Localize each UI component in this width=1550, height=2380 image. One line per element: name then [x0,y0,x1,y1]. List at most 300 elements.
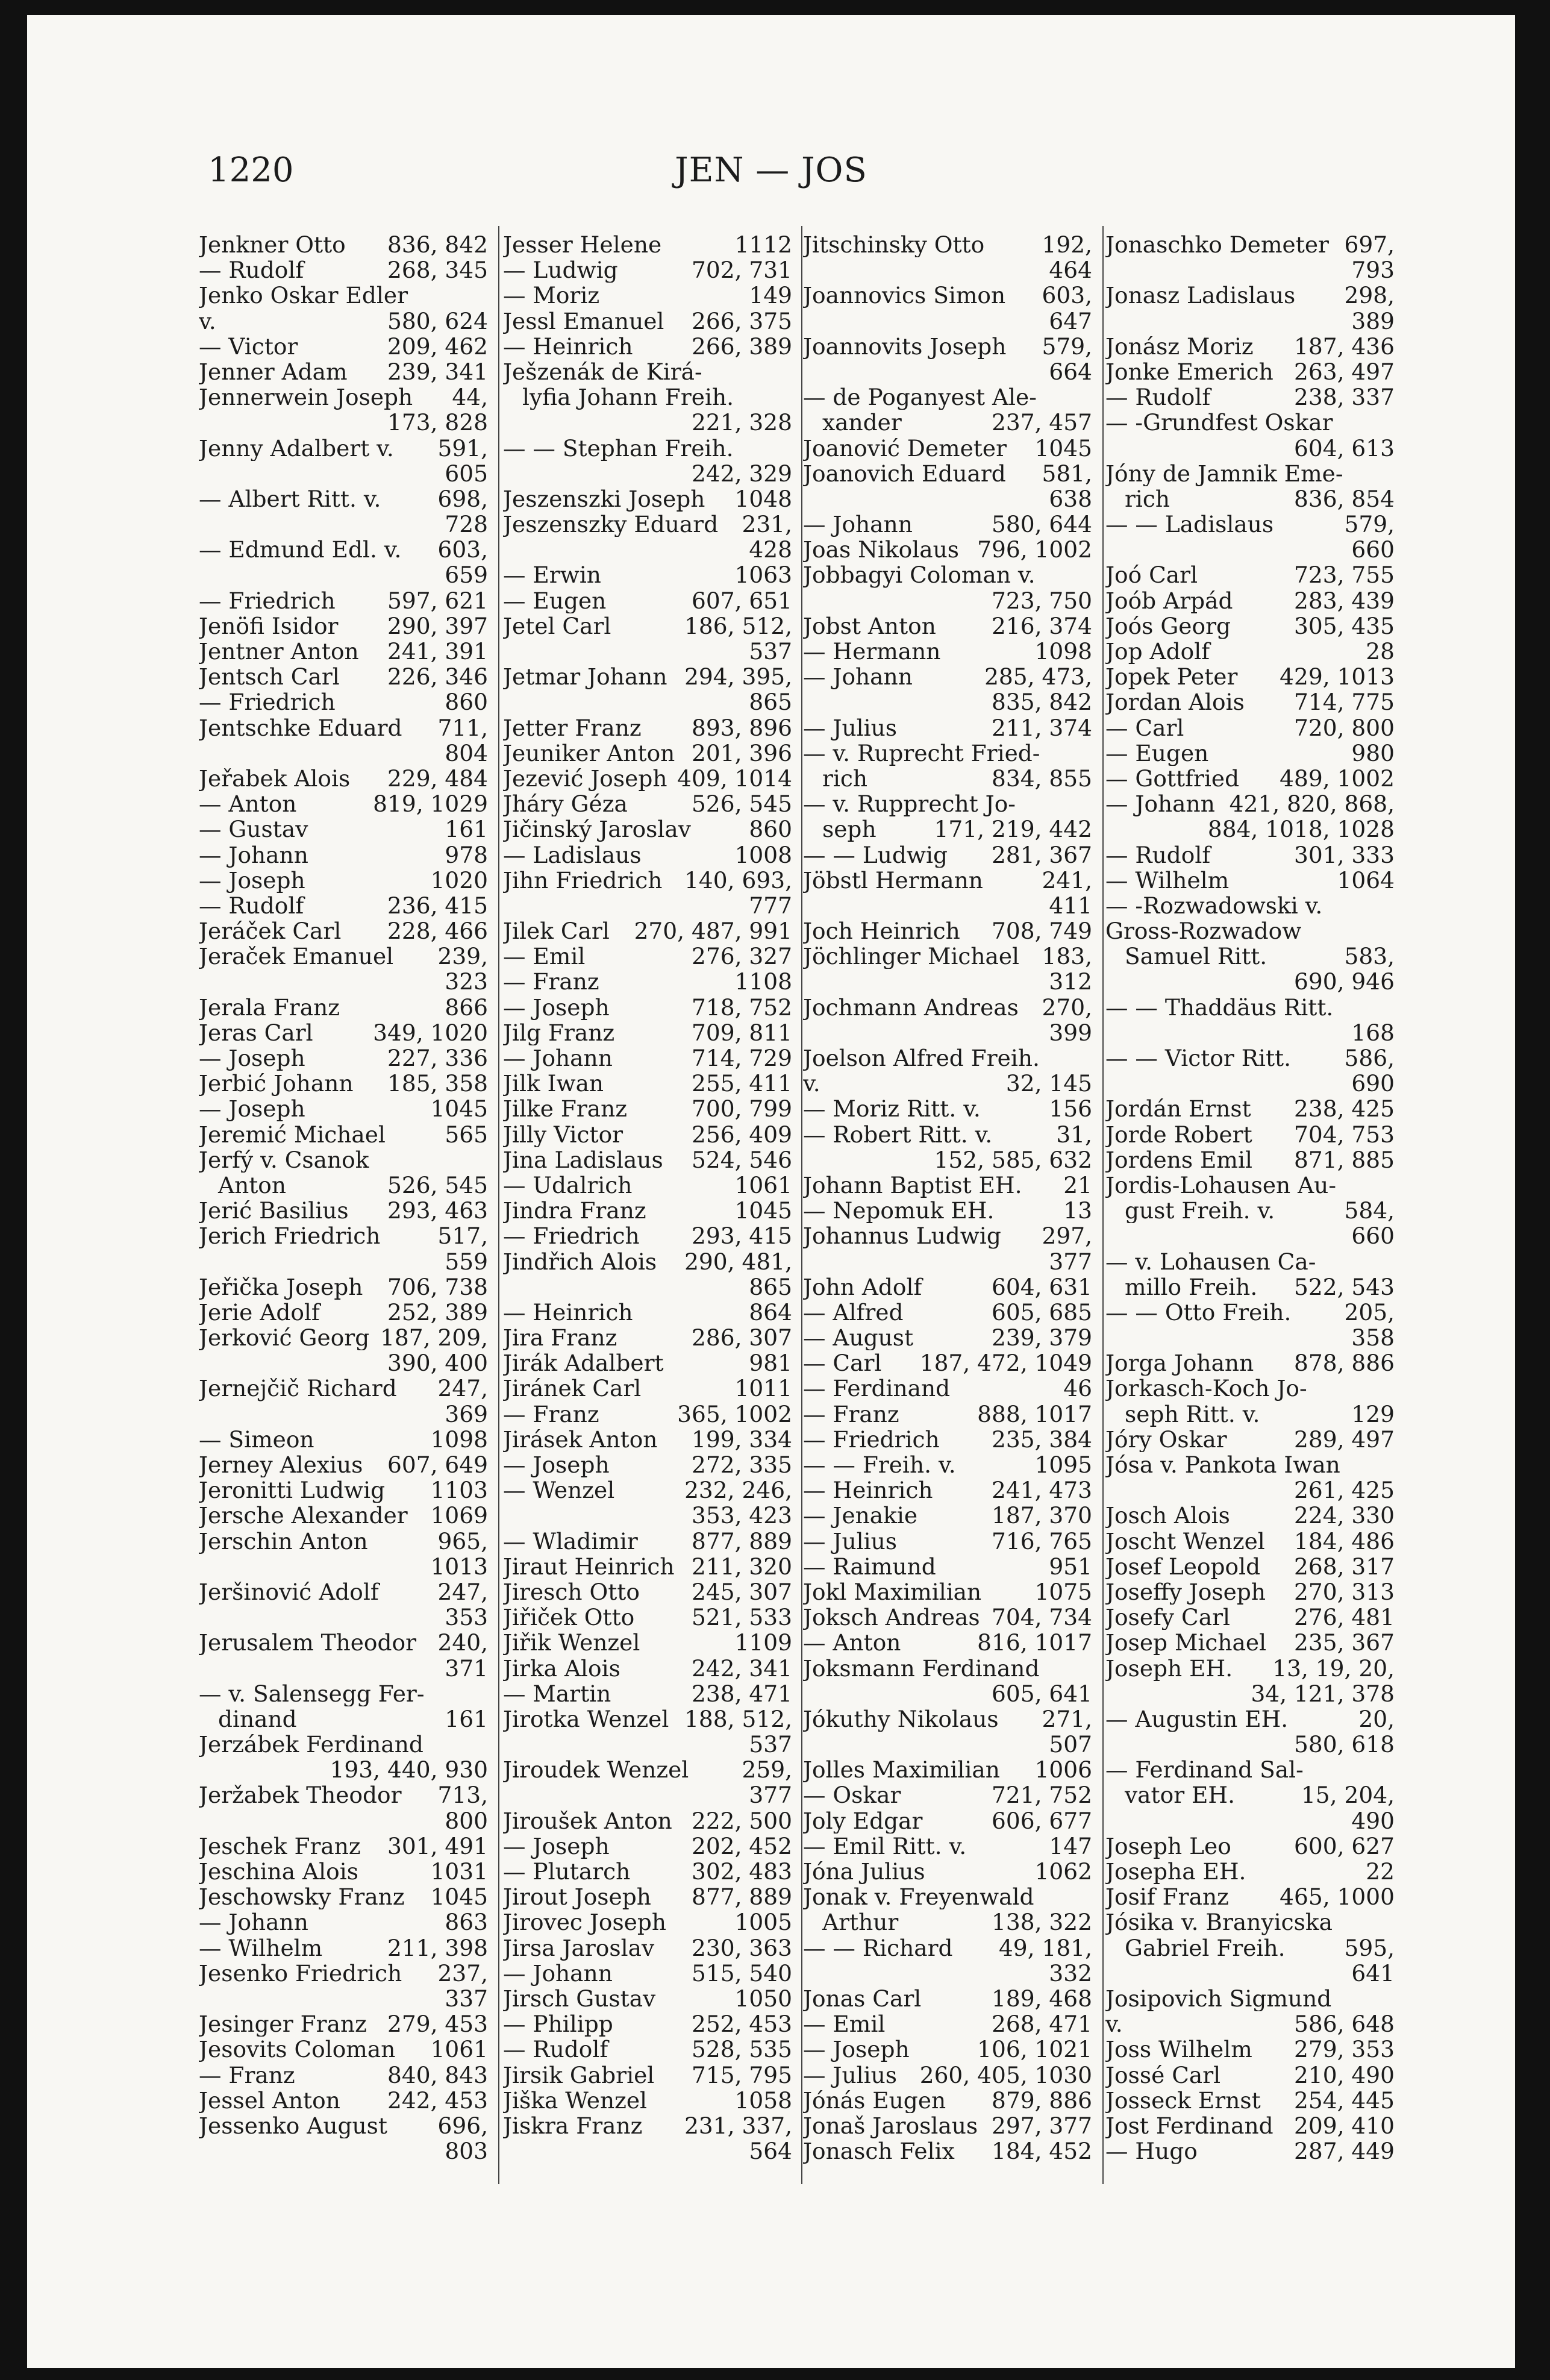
entry-pages: 489, 1002 [1280,765,1395,792]
entry-pages: 323 [445,969,488,995]
entry-name: Joanović Demeter [803,435,1007,461]
index-entry-line [199,969,488,994]
entry-pages: 266, 375 [692,308,792,334]
entry-pages: 239, 341 [387,359,488,385]
entry-name: Jokl Maximilian [803,1579,982,1605]
entry-name: Jósika v. Branyicska [1105,1909,1333,1935]
entry-name: Jháry Géza [503,791,628,817]
entry-name: Jorkasch-Koch Jo- [1105,1376,1307,1401]
entry-pages: 240, [437,1630,488,1656]
entry-pages: 298, [1344,283,1395,308]
index-entry-line [503,791,792,816]
index-entry-line [199,816,488,842]
entry-name: Jitschinsky Otto [803,232,985,258]
entry-name: Jóry Oskar [1105,1426,1227,1452]
index-entry-line [803,1909,1092,1935]
entry-pages: 238, 337 [1294,384,1395,410]
index-entry-line [1105,1986,1395,2011]
index-column-4 [1105,232,1395,2164]
entry-name: Jonas Carl [803,1985,922,2012]
index-entry-line [803,1986,1092,2011]
index-entry-line [199,639,488,664]
index-entry-line [803,1300,1092,1325]
entry-pages: 580, 644 [992,512,1092,537]
entry-name: Jezević Joseph [503,765,667,792]
entry-pages: 147 [1049,1833,1092,1859]
page-header [27,151,1515,199]
entry-name: — Victor [199,333,298,359]
entry-name: Jerić Basilius [199,1198,349,1224]
entry-pages: 709, 811 [692,1019,792,1045]
entry-name: Jiraut Heinrich [503,1553,675,1579]
entry-pages: 337 [445,1985,488,2012]
entry-pages: 13, 19, 20, [1272,1655,1395,1681]
index-entry-line [1105,1834,1395,1859]
entry-pages: 260, 405, 1030 [919,2062,1092,2088]
entry-name: — Moriz [503,283,600,308]
entry-name: — Julius [803,715,897,741]
entry-name: v. [199,308,216,334]
index-entry-line [503,1884,792,1909]
entry-name: Jilk Iwan [503,1071,604,1097]
entry-pages: 526, 545 [387,1172,488,1198]
entry-name: Jordens Emil [1105,1147,1252,1173]
entry-pages: 226, 346 [387,664,488,690]
entry-pages: 270, 313 [1294,1579,1395,1605]
entry-name: gust Freih. v. [1125,1198,1275,1224]
entry-name: — Nepomuk EH. [803,1198,995,1224]
entry-pages: 371 [445,1655,488,1681]
entry-name: Jindra Franz [503,1198,646,1224]
entry-name: Anton [218,1172,287,1198]
index-entry-line [503,2113,792,2138]
entry-pages: 1103 [430,1477,488,1503]
entry-name: — Alfred [803,1299,904,1326]
entry-pages: 465, 1000 [1280,1884,1395,1910]
entry-name: Jesovits Coloman [199,2037,396,2062]
index-entry-line [503,2138,792,2164]
entry-pages: 247, [437,1579,488,1605]
index-entry-line [503,1808,792,1834]
index-entry-line [1105,842,1395,868]
entry-pages: 188, 512, [684,1706,792,1732]
entry-pages: 129 [1351,1401,1395,1427]
entry-pages: 263, 497 [1294,359,1395,385]
index-entry-line [503,2037,792,2062]
index-entry-line [803,613,1092,639]
entry-name: Jerala Franz [199,994,340,1020]
entry-name: Jerković Georg [199,1325,370,1351]
index-entry-line [1105,1477,1395,1503]
index-entry-line [199,308,488,334]
index-entry-line [803,308,1092,334]
entry-pages: 297, 377 [992,2112,1092,2139]
index-entry-line [803,1122,1092,1147]
entry-pages: 521, 533 [692,1605,792,1630]
index-entry-line [199,410,488,435]
entry-name: — Hermann [803,639,941,665]
page-number: 1220 [208,151,294,190]
entry-name: Joelson Alfred Freih. [803,1045,1040,1071]
index-entry-line [803,1452,1092,1477]
index-entry-line [199,1706,488,1732]
index-entry-line [503,689,792,715]
entry-name: — — Richard [803,1935,953,1961]
index-entry-line [1105,2011,1395,2037]
index-entry-line [503,613,792,639]
entry-name: Jesinger Franz [199,2011,367,2037]
entry-pages: 229, 484 [387,765,488,792]
entry-pages: 600, 627 [1294,1833,1395,1859]
index-entry-line [199,689,488,715]
index-entry-line [199,1529,488,1554]
entry-pages: 605, 685 [992,1299,1092,1326]
entry-name: Jöchlinger Michael [803,944,1020,969]
entry-name: Jerbić Johann [199,1071,354,1097]
entry-name: Jentschke Eduard [199,715,402,741]
index-entry-line [503,639,792,664]
index-entry-line [1105,816,1395,842]
entry-name: Jordán Ernst [1105,1096,1251,1122]
index-entry-line [503,1579,792,1605]
index-entry-line [199,1656,488,1681]
entry-pages: 281, 367 [992,842,1092,868]
index-entry-line [199,1986,488,2011]
entry-pages: 285, 473, [984,664,1092,690]
index-entry-line [503,1909,792,1935]
entry-pages: 981 [749,1350,792,1376]
entry-name: — Franz [803,1401,899,1427]
entry-name: millo Freih. [1125,1274,1258,1300]
entry-pages: 268, 345 [387,257,488,283]
index-entry-line [803,1223,1092,1248]
entry-pages: 189, 468 [992,1985,1092,2012]
index-entry-line [503,1350,792,1376]
index-entry-line [1105,868,1395,893]
index-entry-line [199,1732,488,1757]
entry-name: — Joseph [199,1045,305,1071]
index-entry-line [803,436,1092,461]
index-entry-line [503,1173,792,1198]
index-entry-line [803,918,1092,944]
index-entry-line [1105,995,1395,1020]
entry-pages: 209, 462 [387,333,488,359]
entry-name: — Ludwig [503,257,618,283]
index-entry-line [199,791,488,816]
index-entry-line [503,562,792,587]
entry-pages: 192, [1042,232,1092,258]
entry-name: Jonaschko Demeter [1105,232,1329,258]
entry-pages: 276, 481 [1294,1605,1395,1630]
entry-pages: 720, 800 [1294,715,1395,741]
index-entry-line [503,1300,792,1325]
entry-pages: 638 [1049,486,1092,512]
index-entry-line [199,512,488,537]
entry-pages: 865 [749,1274,792,1300]
index-entry-line [1105,664,1395,689]
index-entry-line [503,1401,792,1427]
entry-name: — Emil [503,944,586,969]
entry-pages: 421, 820, 868, [1229,791,1395,817]
entry-name: Jochmann Andreas [803,994,1019,1020]
entry-name: — Ferdinand [803,1376,951,1401]
index-entry-line [1105,715,1395,741]
entry-name: — Gustav [199,816,308,842]
entry-name: xander [822,410,902,436]
entry-pages: 708, 749 [992,918,1092,944]
index-entry-line [199,461,488,486]
entry-name: — Emil Ritt. v. [803,1833,967,1859]
index-entry-line [1105,562,1395,587]
entry-pages: 793 [1351,257,1395,283]
index-entry-line [199,257,488,283]
index-entry-line [503,944,792,969]
index-entry-line [199,995,488,1020]
index-entry-line [1105,1376,1395,1401]
entry-pages: 721, 752 [992,1782,1092,1808]
entry-pages: 595, [1344,1935,1395,1961]
entry-pages: 239, 379 [992,1325,1092,1351]
entry-name: Jiresch Otto [503,1579,640,1605]
entry-pages: 270, [1042,994,1092,1020]
entry-pages: 242, 453 [387,2087,488,2113]
entry-pages: 980 [1351,740,1395,766]
entry-pages: 777 [749,892,792,919]
entry-name: Jirovec Joseph [503,1909,667,1935]
entry-name: Jóny de Jamnik Eme- [1105,460,1343,486]
entry-name: — — Victor Ritt. [1105,1045,1292,1071]
index-entry-line [503,1503,792,1528]
entry-pages: 31, [1056,1121,1092,1147]
index-entry-line [1105,461,1395,486]
entry-pages: 597, 621 [387,587,488,613]
index-entry-line [1105,1274,1395,1300]
entry-name: Jiřik Wenzel [503,1630,640,1656]
entry-name: Jeřabek Alois [199,765,351,792]
entry-pages: 660 [1351,537,1395,563]
entry-pages: 199, 334 [692,1426,792,1452]
entry-name: Jóna Julius [803,1859,925,1885]
entry-pages: 603, [437,537,488,563]
entry-name: — Joseph [503,1452,610,1478]
entry-name: seph [822,816,877,842]
entry-pages: 879, 886 [992,2087,1092,2113]
entry-name: — v. Salensegg Fer- [199,1680,425,1706]
entry-name: Joó Carl [1105,562,1198,588]
index-entry-line [1105,1020,1395,1045]
index-entry-line [503,1249,792,1274]
entry-pages: 607, 649 [387,1452,488,1478]
entry-name: Jeřička Joseph [199,1274,363,1300]
entry-name: — Franz [199,2062,295,2088]
entry-pages: 231, 337, [684,2112,792,2139]
index-entry-line [503,1630,792,1655]
entry-pages: 156 [1049,1096,1092,1122]
entry-name: — Rudolf [199,892,304,919]
entry-pages: 716, 765 [992,1528,1092,1554]
index-entry-line [803,1350,1092,1376]
entry-name: — Oskar [803,1782,901,1808]
index-entry-line [503,384,792,410]
entry-name: Jiroudek Wenzel [503,1757,689,1783]
index-entry-line [199,2011,488,2037]
index-entry-line [503,1961,792,1986]
index-entry-line [199,1808,488,1834]
index-entry-line [1105,639,1395,664]
entry-name: John Adolf [803,1274,922,1300]
index-entry-line [503,257,792,283]
entry-name: Jiřiček Otto [503,1605,635,1630]
index-entry-line [803,1706,1092,1732]
entry-pages: 565 [445,1121,488,1147]
index-entry-line [803,537,1092,562]
entry-name: — Udalrich [503,1172,633,1198]
entry-pages: 271, [1042,1706,1092,1732]
entry-pages: 287, 449 [1294,2138,1395,2164]
entry-name: — -Grundfest Oskar [1105,410,1333,436]
entry-name: Joanovich Eduard [803,460,1006,486]
entry-pages: 1108 [734,969,792,995]
entry-name: — v. Ruprecht Fried- [803,740,1040,766]
entry-pages: 349, 1020 [373,1019,488,1045]
entry-pages: 239, [437,944,488,969]
entry-name: Joas Nikolaus [803,537,959,563]
entry-pages: 276, 327 [692,944,792,969]
entry-pages: 216, 374 [992,613,1092,639]
entry-name: — Heinrich [503,1299,633,1326]
index-entry-line [1105,1401,1395,1427]
index-entry-line [1105,1808,1395,1834]
entry-pages: 241, 473 [992,1477,1092,1503]
entry-name: vator EH. [1125,1782,1236,1808]
entry-pages: 202, 452 [692,1833,792,1859]
column-divider [1102,226,1104,2184]
entry-name: Jeszenszki Joseph [503,486,705,512]
entry-name: Jonász Moriz [1105,333,1254,359]
entry-name: — Eugen [1105,740,1209,766]
index-column-1 [199,232,488,2164]
entry-pages: 840, 843 [387,2062,488,2088]
entry-pages: 704, 734 [992,1605,1092,1630]
entry-name: Jirout Joseph [503,1884,651,1910]
index-entry-line [503,283,792,308]
entry-name: — Wilhelm [199,1935,323,1961]
entry-name: Jirsik Gabriel [503,2062,655,2088]
index-columns [199,214,1395,2184]
entry-name: Jossé Carl [1105,2062,1221,2088]
entry-name: — Joseph [199,867,305,893]
entry-pages: 965, [437,1528,488,1554]
column-divider [801,226,802,2184]
entry-name: — Gottfried [1105,765,1240,792]
index-entry-line [503,2011,792,2037]
entry-pages: 236, 415 [387,892,488,919]
entry-pages: 819, 1029 [373,791,488,817]
index-entry-line [199,766,488,791]
entry-pages: 305, 435 [1294,613,1395,639]
entry-pages: 507 [1049,1732,1092,1758]
index-entry-line [803,257,1092,283]
entry-name: Johann Baptist EH. [803,1172,1022,1198]
entry-pages: 605 [445,460,488,486]
entry-name: Jirásek Anton [503,1426,658,1452]
index-entry-line [503,1325,792,1350]
entry-name: — Wenzel [503,1477,615,1503]
index-entry-line [503,1986,792,2011]
entry-name: Jilg Franz [503,1019,615,1045]
entry-pages: 231, [742,512,792,537]
entry-pages: 49, 181, [998,1935,1092,1961]
index-entry-line [1105,1325,1395,1350]
index-entry-line [803,1173,1092,1198]
entry-pages: 834, 855 [992,765,1092,792]
entry-name: Jičinský Jaroslav [503,816,691,842]
entry-pages: 238, 471 [692,1680,792,1706]
entry-name: — Anton [803,1630,901,1656]
index-entry-line [199,283,488,308]
entry-name: Jiška Wenzel [503,2087,648,2113]
entry-pages: 796, 1002 [977,537,1092,563]
entry-pages: 184, 486 [1294,1528,1395,1554]
entry-pages: 252, 389 [387,1299,488,1326]
entry-name: Joscht Wenzel [1105,1528,1265,1554]
entry-pages: 222, 500 [692,1808,792,1834]
entry-pages: 390, 400 [387,1350,488,1376]
index-entry-line [803,1757,1092,1782]
entry-pages: 237, [437,1960,488,1986]
index-entry-line [503,715,792,741]
entry-name: — Franz [503,969,599,995]
index-entry-line [803,1605,1092,1630]
entry-pages: 301, 491 [387,1833,488,1859]
entry-pages: 877, 889 [692,1528,792,1554]
entry-name: — Robert Ritt. v. [803,1121,993,1147]
entry-pages: 211, 398 [387,1935,488,1961]
index-entry-line [199,1503,488,1528]
entry-pages: 605, 641 [992,1680,1092,1706]
entry-pages: 254, 445 [1294,2087,1395,2113]
entry-name: Jessenko August [199,2112,387,2139]
entry-pages: 1095 [1034,1452,1092,1478]
entry-pages: 978 [445,842,488,868]
entry-pages: 951 [1049,1553,1092,1579]
entry-pages: 185, 358 [387,1071,488,1097]
index-entry-line [199,2062,488,2088]
index-entry-line [803,893,1092,918]
entry-name: Jonasch Felix [803,2138,955,2164]
index-entry-line [503,741,792,766]
entry-pages: 583, [1344,944,1395,969]
index-entry-line [199,1961,488,1986]
index-entry-line [199,1935,488,1961]
entry-name: Joannovits Joseph [803,333,1007,359]
entry-name: Jerney Alexius [199,1452,363,1478]
index-entry-line [503,868,792,893]
index-entry-line [199,1401,488,1427]
index-entry-line [803,816,1092,842]
index-entry-line [503,1198,792,1223]
entry-pages: 1063 [734,562,792,588]
entry-name: Joss Wilhelm [1105,2037,1252,2062]
index-entry-line [1105,741,1395,766]
index-entry-line [803,1071,1092,1096]
index-entry-line [1105,918,1395,944]
entry-pages: 1011 [734,1376,792,1401]
entry-name: Jeršinović Adolf [199,1579,379,1605]
entry-pages: 140, 693, [684,867,792,893]
entry-pages: 1064 [1337,867,1395,893]
entry-pages: 261, 425 [1294,1477,1395,1503]
